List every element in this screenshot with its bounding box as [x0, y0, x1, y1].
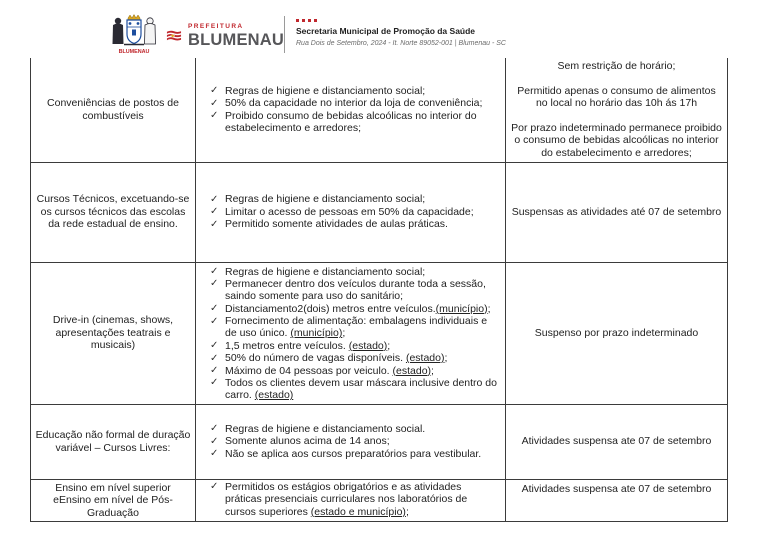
status-paragraph: Suspensas as atividades até 07 de setembro [511, 205, 722, 218]
rule-text: Não se aplica aos cursos preparatórios para vestibular. [225, 447, 482, 460]
rule-text: Distanciamento2(dois) metros entre veículos.(município); [225, 302, 491, 315]
rule-item [210, 423, 497, 436]
rule-text: Regras de higiene e distanciamento social; [225, 193, 426, 206]
rule-text: Proibido consumo de bebidas alcoólicas no interior do estabelecimento e arredores; [225, 109, 477, 135]
rules-cell [196, 404, 506, 479]
red-dots-icon [296, 19, 596, 22]
table-row [31, 262, 728, 404]
rules-cell [196, 262, 506, 404]
check-icon: ✓ [210, 193, 219, 205]
restrictions-table [30, 58, 728, 522]
rule-text: Limitar o acesso de pessoas em 50% da capacidade; [225, 205, 474, 218]
rule-item [210, 97, 497, 110]
rules-cell [196, 58, 506, 162]
rules-cell [196, 479, 506, 522]
rule-item [210, 193, 497, 206]
letterhead [0, 0, 776, 57]
rule-text: Regras de higiene e distanciamento social; [225, 265, 426, 278]
check-icon: ✓ [210, 448, 219, 460]
rule-item [210, 365, 497, 377]
blumenau-coat-of-arms-icon [108, 12, 160, 56]
rule-text: 50% da capacidade no interior da loja de conveniência; [225, 97, 483, 110]
status-cell [506, 162, 728, 262]
rule-item [210, 448, 497, 461]
rule-text: Somente alunos acima de 14 anos; [225, 435, 390, 448]
rule-item [210, 377, 497, 402]
status-paragraph: Permitido apenas o consumo de alimentos no local no horário das 10h ás 17h [517, 84, 716, 110]
rules-cell [196, 162, 506, 262]
activity-cell: Ensino em nível superior eEnsino em nível de Pós-Graduação [31, 479, 196, 522]
status-paragraph: Atividades suspensa ate 07 de setembro [521, 482, 712, 495]
rule-text: Permitidos os estágios obrigatórios e as atividades práticas presenciais curriculares nos laboratórios de cursos superiores (estado e município); [225, 480, 468, 518]
prefeitura-logo [166, 18, 284, 54]
rule-item [210, 315, 497, 340]
rule-item [210, 206, 497, 219]
rule-text: Fornecimento de alimentação: embalagens individuais e de uso único. (município); [225, 315, 488, 340]
check-icon: ✓ [210, 266, 219, 278]
rule-item [210, 352, 497, 364]
check-icon: ✓ [210, 481, 219, 493]
check-icon: ✓ [210, 340, 219, 352]
activity-cell: Conveniências de postos de combustíveis [31, 58, 196, 162]
activity-cell: Drive-in (cinemas, shows, apresentações teatrais e musicais) [31, 262, 196, 404]
rule-item [210, 218, 497, 231]
rule-item [210, 340, 497, 352]
table-row [31, 162, 728, 262]
check-icon: ✓ [210, 218, 219, 230]
rule-item [210, 481, 497, 519]
status-cell [506, 58, 728, 162]
check-icon: ✓ [210, 303, 219, 315]
logo-blumenau-label: BLUMENAU [187, 30, 284, 49]
status-paragraph: Suspenso por prazo indeterminado [534, 326, 699, 339]
status-cell [506, 262, 728, 404]
rule-text: Permitido somente atividades de aulas práticas. [225, 218, 448, 231]
prefeitura-flag-icon [166, 22, 182, 50]
rule-text: Permanecer dentro dos veículos durante toda a sessão, saindo somente para uso do sanitário; [225, 277, 486, 303]
header-divider [284, 16, 285, 53]
check-icon: ✓ [210, 423, 219, 435]
check-icon: ✓ [210, 97, 219, 109]
check-icon: ✓ [210, 85, 219, 97]
secretariat-address: Rua Dois de Setembro, 2024 - It. Norte 89052-001 | Blumenau - SC [296, 40, 506, 47]
rule-item [210, 435, 497, 448]
rule-item [210, 110, 497, 135]
crest-label: BLUMENAU [118, 49, 150, 55]
rule-text: Máximo de 04 pessoas por veiculo. (estado); [225, 364, 434, 377]
check-icon: ✓ [210, 278, 219, 290]
rule-item [210, 85, 497, 98]
status-cell [506, 479, 728, 522]
check-icon: ✓ [210, 377, 219, 389]
check-icon: ✓ [210, 315, 219, 327]
check-icon: ✓ [210, 206, 219, 218]
rule-text: Regras de higiene e distanciamento social. [225, 422, 426, 435]
logo-prefeitura-label: PREFEITURA [187, 23, 244, 30]
secretariat-title: Secretaria Municipal de Promoção da Saúde [296, 26, 476, 36]
rule-item [210, 303, 497, 315]
table-row [31, 58, 728, 162]
activity-cell: Educação não formal de duração variável – Cursos Livres: [31, 404, 196, 479]
rule-text: Regras de higiene e distanciamento social; [225, 84, 426, 97]
check-icon: ✓ [210, 110, 219, 122]
rule-text: 1,5 metros entre veículos. (estado); [225, 339, 391, 352]
check-icon: ✓ [210, 435, 219, 447]
table-row [31, 404, 728, 479]
status-cell [506, 404, 728, 479]
rule-text: Todos os clientes devem usar máscara inclusive dentro do carro. (estado) [225, 376, 497, 402]
status-paragraph: Atividades suspensa ate 07 de setembro [521, 435, 712, 448]
table-row [31, 479, 728, 522]
rule-text: 50% do número de vagas disponíveis. (estado); [225, 352, 448, 365]
check-icon: ✓ [210, 365, 219, 377]
rule-item [210, 278, 497, 303]
activity-cell: Cursos Técnicos, excetuando-se os cursos técnicos das escolas da rede estadual de ensino. [31, 162, 196, 262]
status-paragraph: Sem restrição de horário; [557, 60, 676, 72]
check-icon: ✓ [210, 352, 219, 364]
rule-item [210, 266, 497, 278]
status-paragraph: Por prazo indeterminado permanece proibido o consumo de bebidas alcoólicas no interior do estabelecimento e arredores; [511, 121, 722, 159]
